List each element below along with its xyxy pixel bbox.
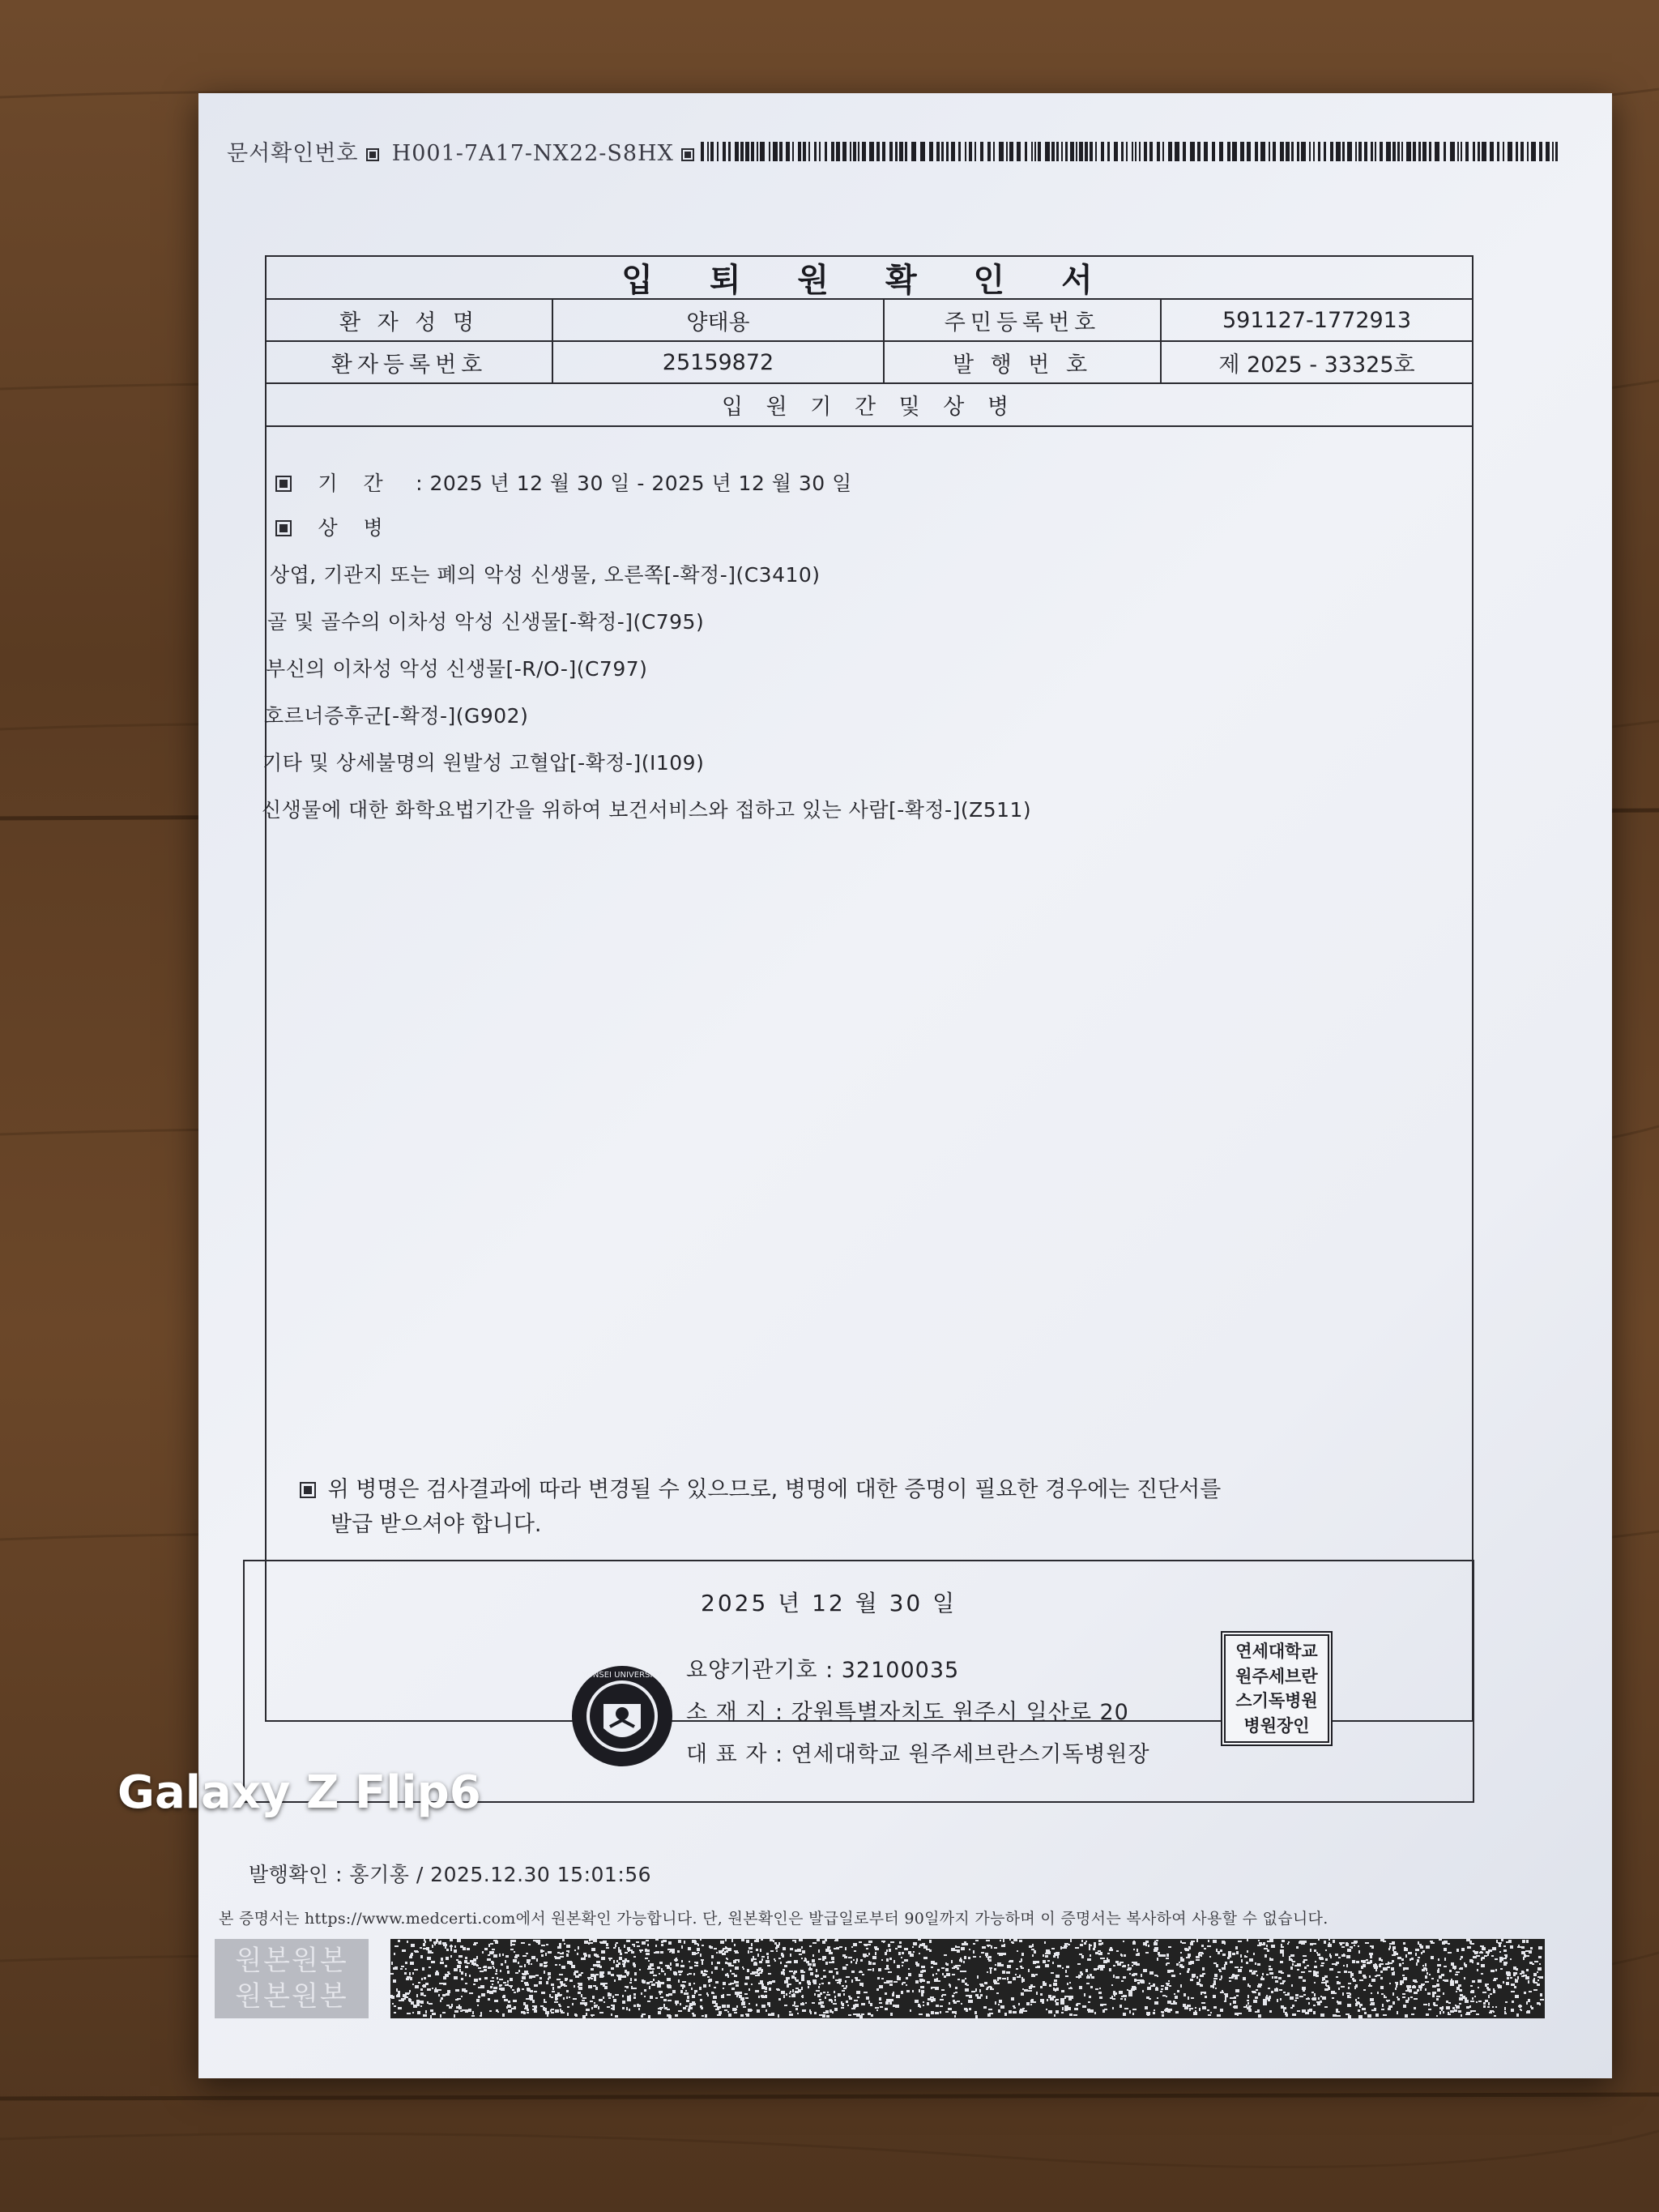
seal-text: 연세대학교 — [1235, 1641, 1318, 1662]
patient-reg-value: 25159872 — [662, 349, 774, 375]
security-pattern — [390, 1939, 1545, 2018]
diagnosis-item: 상엽, 기관지 또는 폐의 악성 신생물, 오른쪽[-확정-](C3410) — [270, 563, 821, 587]
yonsei-university-logo — [569, 1663, 675, 1769]
period-value: : 2025 년 12 월 30 일 - 2025 년 12 월 30 일 — [416, 472, 852, 495]
diagnosis-label: 상 병 — [318, 516, 393, 540]
square-bullet-icon — [275, 520, 292, 536]
square-bullet-icon — [366, 148, 379, 161]
notice: 위 병명은 검사결과에 따라 변경될 수 있으므로, 병명에 대한 증명이 필요한 경우에는 진단서를 발급 받으셔야 합니다. — [300, 1472, 1466, 1542]
institution-code: 요양기관기호 : 32100035 — [686, 1658, 960, 1683]
camera-watermark: Galaxy Z Flip6 — [117, 1766, 481, 1819]
barcode — [701, 142, 1558, 161]
svg-text:YONSEI UNIVERSITY: YONSEI UNIVERSITY — [582, 1671, 663, 1680]
seal-text: 병원장인 — [1243, 1715, 1310, 1736]
seal-text: 원주세브란 — [1235, 1665, 1318, 1686]
patient-name-value: 양태용 — [686, 310, 750, 335]
resident-no-label: 주민등록번호 — [944, 310, 1101, 335]
diagnosis-item: 신생물에 대한 화학요법기간을 위하여 보건서비스와 접하고 있는 사람[-확정-](Z511) — [262, 798, 1032, 822]
diagnosis-item: 기타 및 상세불명의 원발성 고혈압[-확정-](I109) — [262, 751, 705, 775]
issue-confirmation: 발행확인 : 홍기홍 / 2025.12.30 15:01:56 — [249, 1863, 652, 1886]
verification-disclaimer: 본 증명서는 https://www.medcerti.com에서 원본확인 가능합니다. 단, 원본확인은 발급일로부터 90일까지 가능하며 이 증명서는 복사하여 사용할 수 없습니다. — [219, 1910, 1328, 1928]
seal-text: 스기독병원 — [1235, 1690, 1318, 1711]
official-seal — [1221, 1631, 1333, 1746]
section-title: 입 원 기 간 및 상 병 — [721, 395, 1017, 420]
square-bullet-icon — [300, 1482, 316, 1498]
diagnosis-item: 호르너증후군[-확정-](G902) — [264, 704, 529, 728]
patient-reg-label: 환자등록번호 — [331, 352, 488, 378]
original-stamp: 원본원본 원본원본 — [215, 1939, 369, 2018]
square-bullet-icon — [681, 148, 694, 161]
institution-address: 소 재 지 : 강원특별자치도 원주시 일산로 20 — [686, 1700, 1129, 1725]
diagnosis-item: 골 및 골수의 이차성 악성 신생물[-확정-](C795) — [267, 610, 705, 634]
admission-period — [275, 468, 852, 497]
issue-no-label: 발 행 번 호 — [952, 352, 1093, 378]
period-label: 기 간 — [318, 472, 393, 495]
document-number: 문서확인번호 H001-7A17-NX22-S8HX — [227, 135, 699, 167]
form-title: 입 퇴 원 확 인 서 — [621, 261, 1115, 299]
diagnosis-item: 부신의 이차성 악성 신생물[-R/O-](C797) — [266, 657, 648, 681]
square-bullet-icon — [275, 476, 292, 492]
row-divider — [265, 425, 1473, 427]
institution-representative: 대 표 자 : 연세대학교 원주세브란스기독병원장 — [686, 1742, 1150, 1767]
resident-no-value: 591127-1772913 — [1222, 307, 1412, 333]
diagnosis-heading — [275, 512, 393, 541]
issue-date: 2025 년 12 월 30 일 — [701, 1590, 957, 1616]
issue-no-value: 제 2025 - 33325호 — [1218, 352, 1415, 378]
patient-name-label: 환 자 성 명 — [339, 310, 480, 335]
